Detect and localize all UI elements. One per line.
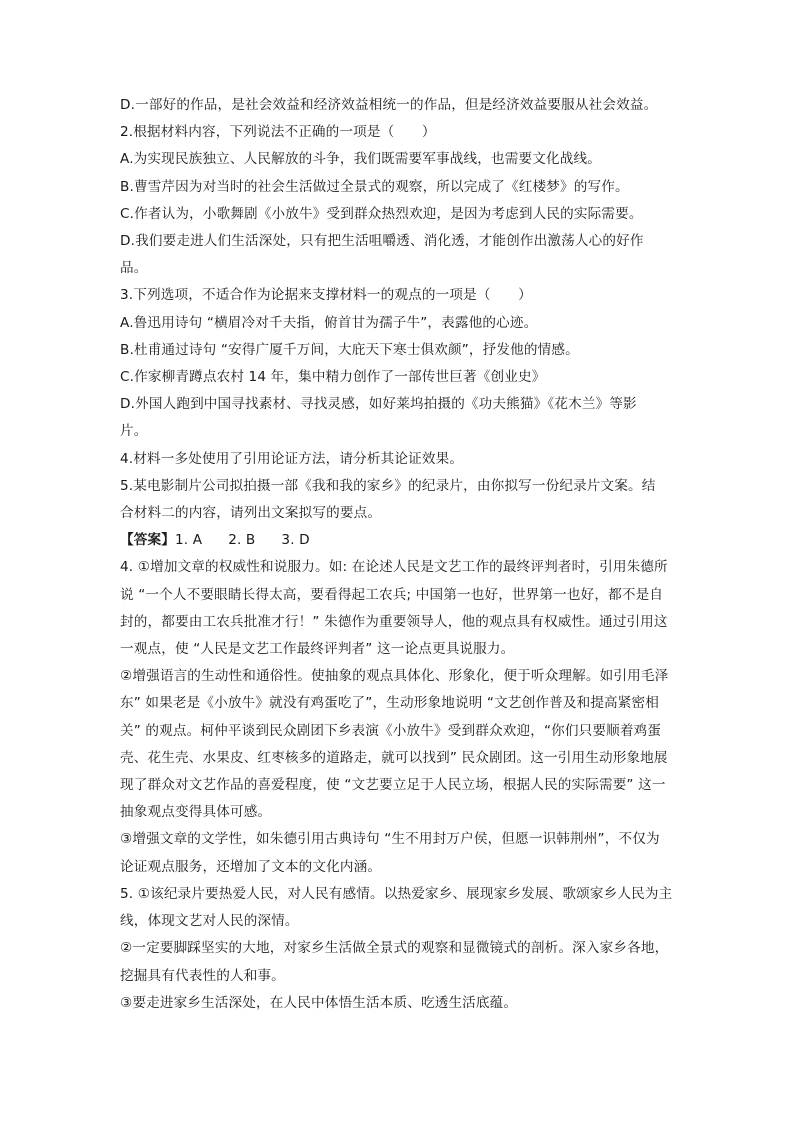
option-line: B.曹雪芹因为对当时的社会生活做过全景式的观察，所以完成了《红楼梦》的写作。	[120, 178, 629, 195]
option-line: D.一部好的作品，是社会效益和经济效益相统一的作品，但是经济效益要服从社会效益。	[120, 97, 658, 113]
answer-tag: 【答案】	[120, 532, 175, 549]
answer-item: 3. D	[281, 532, 310, 549]
option-line: A.鲁迅用诗句 “横眉冷对千夫指，俯首甘为孺子牛”，表露他的心迹。	[120, 314, 538, 331]
question-line: 3.下列选项，不适合作为论据来支撑材料一的观点的一项是（ ）	[120, 287, 532, 304]
answer-item: 1. A	[174, 532, 203, 549]
option-line: 品。	[120, 260, 148, 277]
option-line: D.外国人跑到中国寻找素材、寻找灵感，如好莱坞拍摄的《功夫熊猫》《花木兰》等影	[120, 396, 637, 413]
analysis-line: 一观点，使 “人民是文艺工作最终评判者” 这一论点更具说服力。	[120, 641, 515, 658]
analysis-line: 挖掘具有代表性的人和事。	[120, 967, 285, 984]
analysis-line: 壳、花生壳、水果皮、红枣核多的道路走，就可以找到” 民众剧团。这一引用生动形象地展	[120, 749, 668, 766]
analysis-line: 现了群众对文艺作品的喜爱程度，使 “文艺要立足于人民立场，根据人民的实际需要” 这一	[120, 777, 666, 794]
answer-item: 2. B	[228, 532, 256, 549]
option-line: C.作家柳青蹲点农村 14 年，集中精力创作了一部传世巨著《创业史》	[120, 369, 546, 386]
analysis-line: 抽象观点变得具体可感。	[120, 804, 272, 821]
analysis-line: 封的，都要由工农兵批准才行！” 朱德作为重要领导人，他的观点具有权威性。通过引用这	[120, 613, 668, 630]
analysis-line: 关” 的观点。柯仲平谈到民众剧团下乡表演《小放牛》受到群众欢迎，“你们只要顺着鸡蛋	[120, 722, 662, 739]
analysis-line: ③增强文章的文学性，如朱德引用古典诗句 “生不用封万户侯，但愿一识韩荆州”，不仅为	[120, 831, 660, 848]
analysis-line: ③要走进家乡生活深处，在人民中体悟生活本质、吃透生活底蕴。	[120, 994, 518, 1011]
analysis-line: 东” 如果老是《小放牛》就没有鸡蛋吃了”，生动形象地说明 “文艺创作普及和提高紧密相	[120, 695, 660, 712]
question-line: 2.根据材料内容，下列说法不正确的一项是（ ）	[120, 124, 436, 141]
question-line: 5.某电影制片公司拟拍摄一部《我和我的家乡》的纪录片，由你拟写一份纪录片文案。结	[120, 477, 656, 494]
analysis-line: 线，体现文艺对人民的深情。	[120, 913, 299, 930]
analysis-line: 说 “一个人不要眼睛长得太高，要看得起工农兵; 中国第一也好，世界第一也好，都不是自	[120, 586, 664, 603]
document-page	[120, 92, 682, 1017]
answer-row	[120, 527, 682, 554]
question-line: 4.材料一多处使用了引用论证方法，请分析其论证效果。	[120, 450, 464, 467]
option-line: B.杜甫通过诗句 “安得广厦千万间，大庇天下寒士俱欢颜”，抒发他的情感。	[120, 341, 579, 358]
analysis-line: ②增强语言的生动性和通俗性。使抽象的观点具体化、形象化，便于听众理解。如引用毛泽	[120, 668, 669, 685]
option-line: A.为实现民族独立、人民解放的斗争，我们既需要军事战线，也需要文化战线。	[120, 151, 601, 168]
option-line: 片。	[120, 423, 148, 440]
question-line: 合材料二的内容，请列出文案拟写的要点。	[120, 505, 382, 522]
analysis-line: 5. ①该纪录片要热爱人民，对人民有感情。以热爱家乡、展现家乡发展、歌颂家乡人民为主	[120, 885, 673, 902]
analysis-line: 论证观点服务，还增加了文本的文化内涵。	[120, 858, 382, 875]
option-line: D.我们要走进人们生活深处，只有把生活咀嚼透、消化透，才能创作出激荡人心的好作	[120, 233, 644, 250]
analysis-line: 4. ①增加文章的权威性和说服力。如: 在论述人民是文艺工作的最终评判者时，引用朱德所	[120, 559, 668, 576]
option-line: C.作者认为，小歌舞剧《小放牛》受到群众热烈欢迎，是因为考虑到人民的实际需要。	[120, 205, 643, 222]
analysis-line: ②一定要脚踩坚实的大地，对家乡生活做全景式的观察和显微镜式的剖析。深入家乡各地，	[120, 940, 669, 957]
